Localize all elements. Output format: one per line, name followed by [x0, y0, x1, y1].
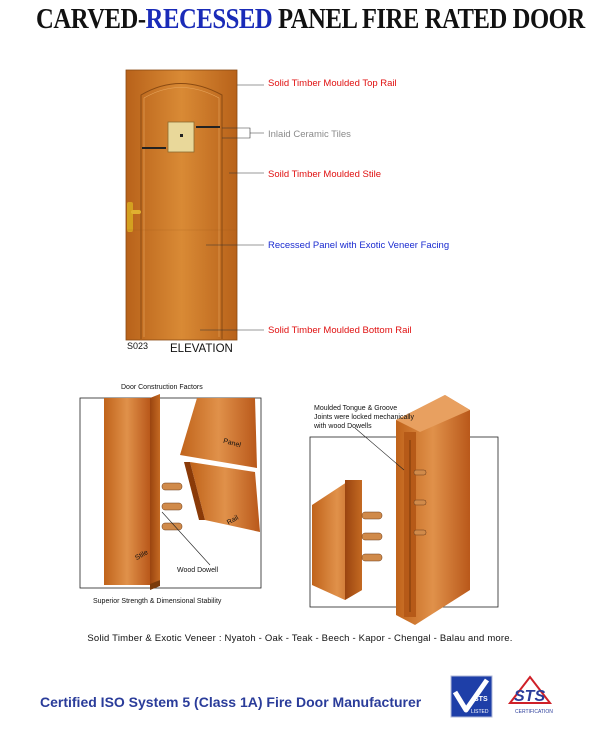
panel-caption: Panel [222, 437, 242, 450]
label-top-rail: Solid Timber Moulded Top Rail [268, 78, 397, 89]
stile-caption: Stile [134, 549, 150, 562]
sts-cert-bottom-text: CERTIFICATION [515, 709, 553, 715]
certification-text: Certified ISO System 5 (Class 1A) Fire Door Manufacturer [40, 694, 422, 710]
diagram-left-heading: Door Construction Factors [121, 384, 203, 391]
species-line: Solid Timber & Exotic Veneer : Nyatoh - Oak - Teak - Beech - Kapor - Chengal - Balau and more. [87, 633, 513, 644]
tongue-groove-note-2: Joints were locked mechanically [314, 414, 414, 421]
label-recessed-panel: Recessed Panel with Exotic Veneer Facing [268, 240, 450, 251]
sts-listed-top-text: STS [474, 696, 488, 703]
wood-dowell-caption: Wood Dowell [177, 567, 219, 574]
diagram-left-footer: Superior Strength & Dimensional Stability [93, 598, 222, 605]
label-ceramic-tiles: Inlaid Ceramic Tiles [268, 129, 351, 140]
label-stile: Soild Timber Moulded Stile [268, 169, 381, 180]
label-bottom-rail: Solid Timber Moulded Bottom Rail [268, 325, 412, 336]
title-part-1: CARVED- [36, 4, 146, 35]
sts-cert-top-text: STS [514, 688, 546, 705]
construction-diagram-left [80, 394, 261, 590]
door-code: S023 [127, 341, 149, 351]
sts-certification-logo [510, 677, 553, 715]
title-highlight: RECESSED [145, 4, 273, 35]
rail-caption: Rail [226, 514, 241, 527]
elevation-label: ELEVATION [170, 343, 233, 355]
tongue-groove-note-1: Moulded Tongue & Groove [314, 405, 398, 412]
title-part-2: PANEL FIRE RATED DOOR [272, 4, 585, 35]
sts-listed-logo [451, 676, 492, 717]
door-elevation [126, 70, 237, 340]
sts-listed-bottom-text: LISTED [471, 709, 489, 715]
tongue-groove-note-3: with wood Dowells [314, 423, 372, 430]
door-handle-icon [127, 202, 133, 232]
